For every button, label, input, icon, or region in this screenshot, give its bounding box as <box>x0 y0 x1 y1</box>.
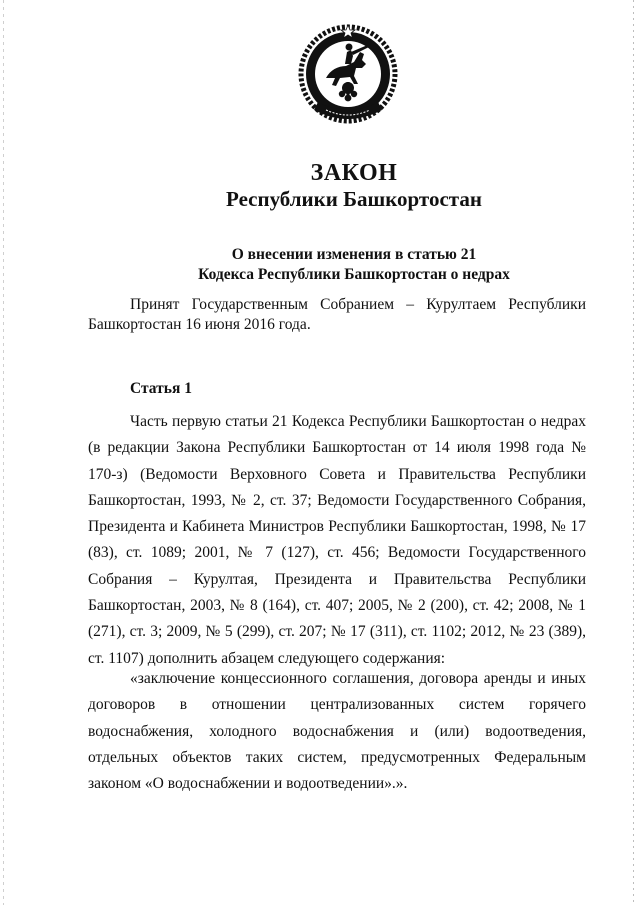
article-quote-paragraph: «заключение концессионного соглашения, договора аренды и иных договоров в отношении централизованных систем горячего водоснабжения, холодного водоснабжения и (или) водоотведения, отдельных объектов таких систем, предусмотренных Федеральным законом «О водоснабжении и водоотведении».». <box>88 670 586 793</box>
article-heading: Статья 1 <box>130 380 192 397</box>
subject-line-2: Кодекса Республики Башкортостан о недрах <box>198 266 510 283</box>
coat-of-arms-emblem <box>296 22 400 134</box>
adoption-statement: Принят Государственным Собранием – Курултаем Республики Башкортостан 16 июня 2016 года. <box>88 296 586 333</box>
law-subject <box>0 245 640 285</box>
article-body-paragraph: Часть первую статьи 21 Кодекса Республики Башкортостан о недрах (в редакции Закона Республики Башкортостан от 14 июля 1998 года № 170-з) (Ведомости Верховного Совета и Правительства Республики Башкортостан, 1993, № 2, ст. 37; Ведомости Государственного Собрания, Президента и Кабинета Министров Республики Башкортостан, 1998, № 17 (83), ст. 1089; 2001, № 7 (127), ст. 456; Ведомости Государственного Собрания – Курултая, Президента и Правительства Республики Башкортостан, 2003, № 8 (164), ст. 407; 2005, № 2 (200), ст. 42; 2008, № 1 (271), ст. 3; 2009, № 5 (299), ст. 207; № 17 (311), ст. 1102; 2012, № 23 (389), ст. 1107) дополнить абзацем следующего содержания: <box>88 413 586 667</box>
scan-edge-right <box>633 0 634 905</box>
scan-edge-left <box>3 0 4 905</box>
law-subtitle: Республики Башкортостан <box>226 187 482 211</box>
subject-line-1: О внесении изменения в статью 21 <box>231 246 477 263</box>
law-title: ЗАКОН <box>310 160 398 186</box>
